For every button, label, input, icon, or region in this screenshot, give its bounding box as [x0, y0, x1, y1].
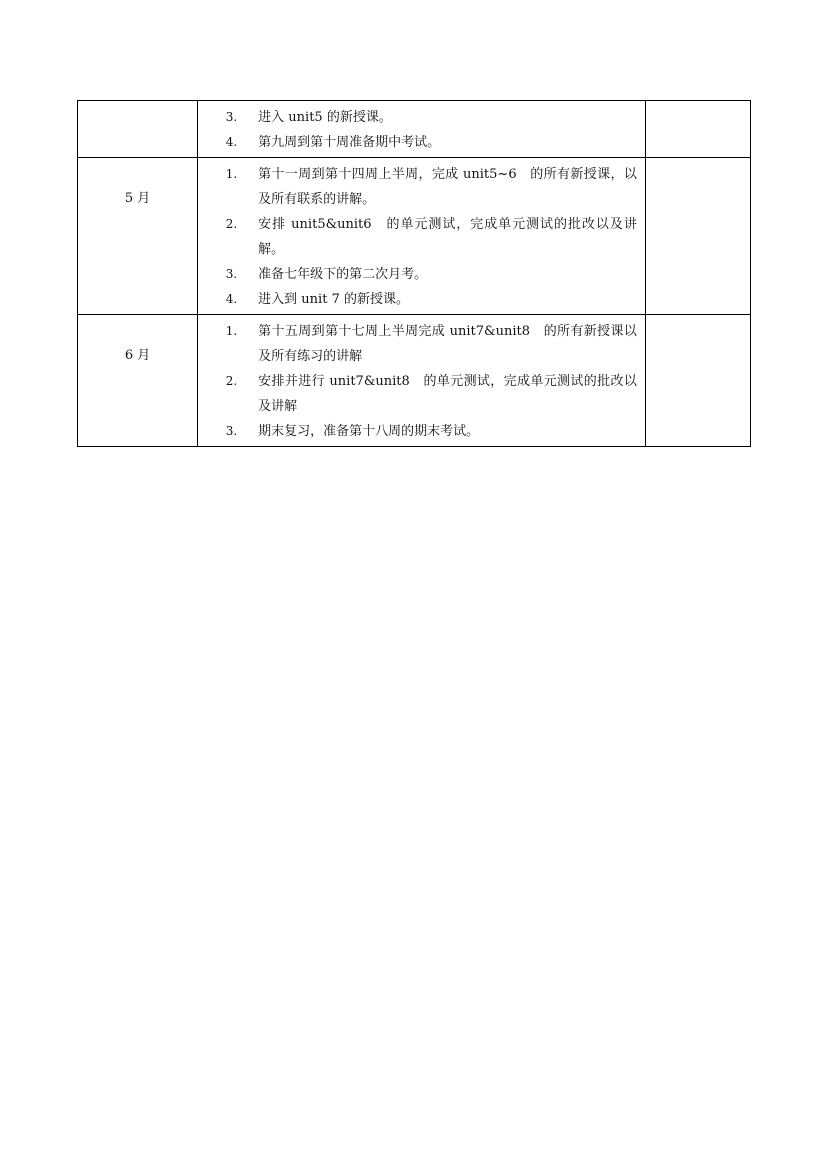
month-cell: [78, 315, 198, 447]
note-cell: [645, 101, 750, 158]
item-number: 4.: [225, 135, 238, 149]
list-item: [198, 105, 637, 130]
item-text: 第十五周到第十七周上半周完成 unit7&unit8 的所有新授课以及所有练习的讲解: [258, 324, 637, 364]
list-item: [198, 287, 637, 312]
month-label: 5 月: [124, 191, 151, 206]
item-number: 3.: [225, 110, 238, 124]
plan-list: [198, 158, 645, 314]
item-text: 安排 unit5&unit6 的单元测试，完成单元测试的批改以及讲解。: [258, 217, 637, 257]
list-item: [198, 319, 637, 369]
item-number: 2.: [225, 374, 238, 388]
item-number: 3.: [225, 424, 238, 438]
month-cell: [78, 158, 198, 315]
month-label: 6 月: [124, 348, 151, 363]
note-cell: [645, 158, 750, 315]
item-number: 4.: [225, 292, 238, 306]
item-text: 第十一周到第十四周上半周，完成 unit5~6 的所有新授课，以及所有联系的讲解。: [258, 167, 637, 207]
item-text: 准备七年级下的第二次月考。: [258, 267, 428, 282]
item-number: 2.: [225, 217, 238, 231]
list-item: [198, 369, 637, 419]
table-row: [78, 101, 751, 158]
list-item: [198, 212, 637, 262]
item-number: 1.: [225, 324, 238, 338]
plan-cell: [198, 158, 646, 315]
plan-table: [77, 100, 751, 447]
plan-cell: [198, 101, 646, 158]
item-number: 1.: [225, 167, 238, 181]
list-item: [198, 419, 637, 444]
note-cell: [645, 315, 750, 447]
table-row: [78, 158, 751, 315]
list-item: [198, 130, 637, 155]
table-row: [78, 315, 751, 447]
plan-cell: [198, 315, 646, 447]
month-label: [78, 101, 197, 130]
item-number: 3.: [225, 267, 238, 281]
month-cell: [78, 101, 198, 158]
item-text: 第九周到第十周准备期中考试。: [258, 135, 441, 150]
plan-list: [198, 101, 645, 157]
plan-list: [198, 315, 645, 446]
list-item: [198, 262, 637, 287]
list-item: [198, 162, 637, 212]
item-text: 进入 unit5 的新授课。: [258, 110, 392, 125]
item-text: 期末复习，准备第十八周的期末考试。: [258, 424, 480, 439]
item-text: 安排并进行 unit7&unit8 的单元测试，完成单元测试的批改以及讲解: [258, 374, 637, 414]
item-text: 进入到 unit 7 的新授课。: [258, 292, 409, 307]
